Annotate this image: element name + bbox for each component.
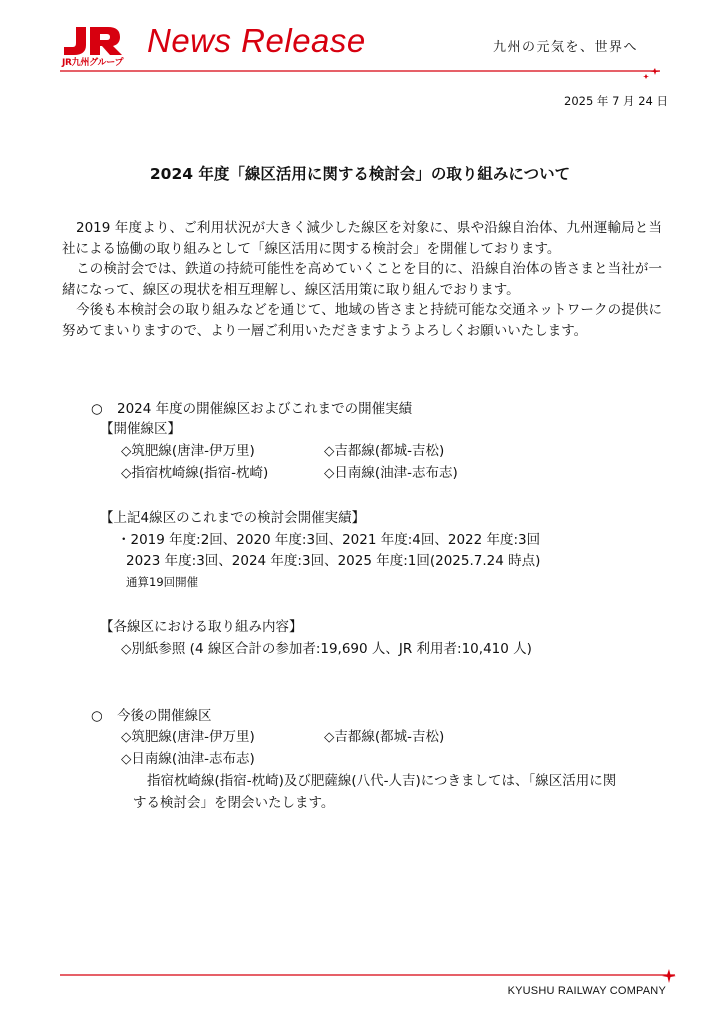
section2-line-item: ◇筑肥線(唐津-伊万里)	[121, 729, 255, 745]
page-title: 2024 年度「線区活用に関する検討会」の取り組みについて	[149, 165, 571, 183]
section1-lines-label: 【開催線区】	[100, 421, 181, 437]
section1-bullet: ○	[91, 401, 103, 417]
section1-record-total: 通算19回開催	[126, 575, 199, 589]
section2-note-line-1: 指宿枕崎線(指宿-枕崎)及び肥薩線(八代-人吉)につきましては、「線区活用に関	[147, 773, 617, 789]
section2-bullet: ○	[91, 708, 103, 724]
section1-record-line: 2023 年度:3回、2024 年度:3回、2025 年度:1回(2025.7.24 時点)	[126, 553, 541, 569]
intro-paragraph-2: この検討会では、鉄道の持続可能性を高めていくことを目的に、沿線自治体の皆さまと当社が一緒になって、線区の現状を相互理解し、線区活用策に取り組んでおります。	[62, 261, 662, 298]
section1-line-item: ◇筑肥線(唐津-伊万里)	[121, 443, 255, 459]
header-divider	[60, 68, 670, 80]
release-date: 2025 年 7 月 24 日	[564, 94, 668, 108]
section2-line-item: ◇吉都線(都城-吉松)	[324, 729, 445, 745]
section2-note-line-2: する検討会」を閉会いたします。	[133, 795, 335, 811]
section1-line-item: ◇指宿枕崎線(指宿-枕崎)	[121, 465, 269, 481]
section1-record-label: 【上記4線区のこれまでの検討会開催実績】	[100, 510, 366, 526]
section1-initiatives-label: 【各線区における取り組み内容】	[100, 619, 303, 635]
section1-initiatives-text: ◇別紙参照 (4 線区合計の参加者:19,690 人、JR 利用者:10,410 人)	[121, 641, 532, 657]
section2-line-item: ◇日南線(油津-志布志)	[121, 751, 255, 767]
logo-caption: JR九州グループ	[62, 58, 124, 68]
section1-line-item: ◇吉都線(都城-吉松)	[324, 443, 445, 459]
section1-heading: 2024 年度の開催線区およびこれまでの開催実績	[117, 401, 413, 417]
footer-company: KYUSHU RAILWAY COMPANY	[507, 985, 666, 997]
news-release-heading: News Release	[147, 22, 366, 59]
intro-paragraph-1: 2019 年度より、ご利用状況が大きく減少した線区を対象に、県や沿線自治体、九州運輸局と当社による協働の取り組みとして「線区活用に関する検討会」を開催しております。	[62, 220, 662, 257]
section2-heading: 今後の開催線区	[117, 708, 212, 724]
section1-record-line: ・2019 年度:2回、2020 年度:3回、2021 年度:4回、2022 年度:3回	[117, 532, 541, 548]
slogan: 九州の元気を、世界へ	[493, 40, 639, 55]
section1-line-item: ◇日南線(油津-志布志)	[324, 465, 458, 481]
intro-paragraph-3: 今後も本検討会の取り組みなどを通じて、地域の皆さまと持続可能な交通ネットワークの提供に努めてまいりますので、より一層ご利用いただきますようよろしくお願いいたします。	[62, 302, 662, 339]
